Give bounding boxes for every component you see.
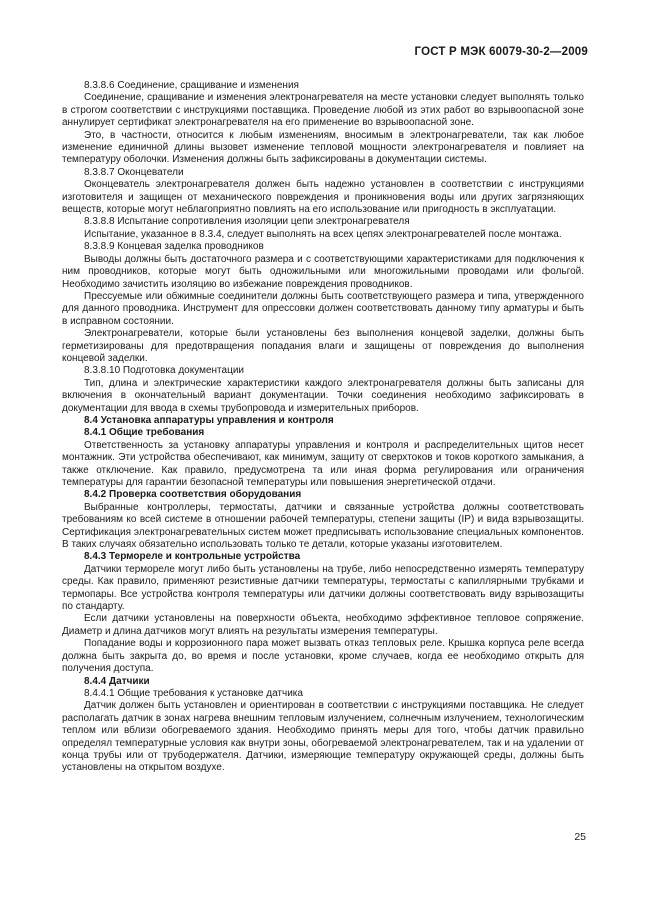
section-heading: 8.4.1 Общие требования xyxy=(84,427,205,439)
paragraph: Датчик должен быть установлен и ориентирован в соответствии с инструкциями поставщика. Не следует располагать датчик в зонах нагрева внешним тепловым излучением, солнечным излучением, технологическим теплом или вблизи обогреваемого здания. Необходимо принять меры для того, чтобы датчик правильно определял температурные условия как внутри зоны, обогреваемой электронагревателем, так и на удалении от конца трубы или от трубодержателя. Датчики, измеряющие температуру окружающей среды, должны быть установлены на открытом воздухе. xyxy=(62,700,584,774)
paragraph: Оконцеватель электронагревателя должен быть надежно установлен в соответствии с инструкциями изготовителя и защищен от механического повреждения и проникновения воды или других загрязняющих веществ, которые могут неблагоприятно повлиять на его использование или пригодность в эксплуатации. xyxy=(62,179,584,216)
section-heading: 8.4.2 Проверка соответствия оборудования xyxy=(84,489,302,501)
paragraph: 8.3.8.6 Соединение, сращивание и изменения xyxy=(84,80,299,91)
section-heading: 8.4 Установка аппаратуры управления и контроля xyxy=(84,414,334,426)
page-number: 25 xyxy=(574,831,586,843)
section-heading: 8.4.4 Датчики xyxy=(84,675,150,687)
paragraph: Выводы должны быть достаточного размера и с соответствующими характеристиками для подключения к ним проводников, которые могут быть одножильными или многожильными проводами или фольгой. Необходимо зачистить изоляцию во избежание повреждения проводников. xyxy=(62,253,584,290)
paragraph: 8.4.4.1 Общие требования к установке датчика xyxy=(84,687,303,699)
paragraph: Выбранные контроллеры, термостаты, датчики и связанные устройства должны соответствовать требованиям ко всей системе в отношении рабочей температуры, степени защиты (IP) и вида взрывозащиты. Сертификация электронагревательных систем может предписывать использование специальных компонентов. В таких случаях обязательно использовать только те детали, которые указаны изготовителем. xyxy=(62,501,584,551)
paragraph: Ответственность за установку аппаратуры управления и контроля и распределительных щитов несет монтажник. Эти устройства обеспечивают, как минимум, защиту от сверхтоков и токов короткого замыкания, а также отключение. Как правило, предусмотрена та или иная форма регулирования или ограничения температуры для гарантии безопасной температуры или повышения энергетической отдачи. xyxy=(62,439,584,488)
paragraph: 8.3.8.7 Оконцеватели xyxy=(84,166,184,178)
paragraph: Соединение, сращивание и изменения электронагревателя на месте установки следует выполнять только в строгом соответствии с инструкциями поставщика. Проведение любой из этих работ во взрывоопасной зоне аннулирует сертификат электронагревателя на его применение во взрывоопасной зоне. xyxy=(62,92,584,129)
paragraph: 8.3.8.9 Концевая заделка проводников xyxy=(84,241,264,253)
document-header: ГОСТ Р МЭК 60079-30-2—2009 xyxy=(414,46,588,58)
paragraph: Электронагреватели, которые были установлены без выполнения концевой заделки, должны быть герметизированы для предотвращения попадания влаги и защищены от повреждения до выполнения концевой заделки. xyxy=(62,328,584,364)
section-heading: 8.4.3 Термореле и контрольные устройства xyxy=(84,551,301,563)
paragraph: Испытание, указанное в 8.3.4, следует выполнять на всех цепях электронагревателей после монтажа. xyxy=(84,228,562,240)
paragraph: Прессуемые или обжимные соединители должны быть соответствующего размера и типа, утвержденного для данного проводника. Инструмент для опрессовки должен соответствовать данному типу арматуры и быть в исправном состоянии. xyxy=(62,290,584,327)
paragraph: Если датчики установлены на поверхности объекта, необходимо эффективное тепловое сопряжение. Диаметр и длина датчиков могут влиять на результаты измерения температуры. xyxy=(62,613,584,637)
paragraph: 8.3.8.8 Испытание сопротивления изоляции цепи электронагревателя xyxy=(84,216,410,228)
paragraph: Это, в частности, относится к любым изменениям, вносимым в электронагреватели, так как любое изменение единичной длины вызовет изменение тепловой мощности электронагревателя и повлияет на температуру оболочки. Изменения должны быть зафиксированы в документации системы. xyxy=(62,129,584,166)
paragraph: 8.3.8.10 Подготовка документации xyxy=(84,365,244,377)
paragraph: Датчики термореле могут либо быть установлены на трубе, либо непосредственно измерять температуру среды. Как правило, применяют резистивные датчики температуры, термостаты с капиллярными трубками и термопары. Все устройства контроля температуры или датчики должны соответствовать виду взрывозащиты по стандарту. xyxy=(62,563,584,613)
paragraph: Попадание воды и коррозионного пара может вызвать отказ тепловых реле. Крышка корпуса реле всегда должна быть закрыта до, во время и после установки, кроме случаев, когда ее необходимо открыть для получения доступа. xyxy=(62,638,584,675)
document-body xyxy=(62,80,584,775)
paragraph: Тип, длина и электрические характеристики каждого электронагревателя должны быть записаны для включения в окончательный вариант документации. Точки соединения необходимо зафиксировать в документации для ввода в схемы трубопровода и измерительных приборов. xyxy=(62,377,584,414)
